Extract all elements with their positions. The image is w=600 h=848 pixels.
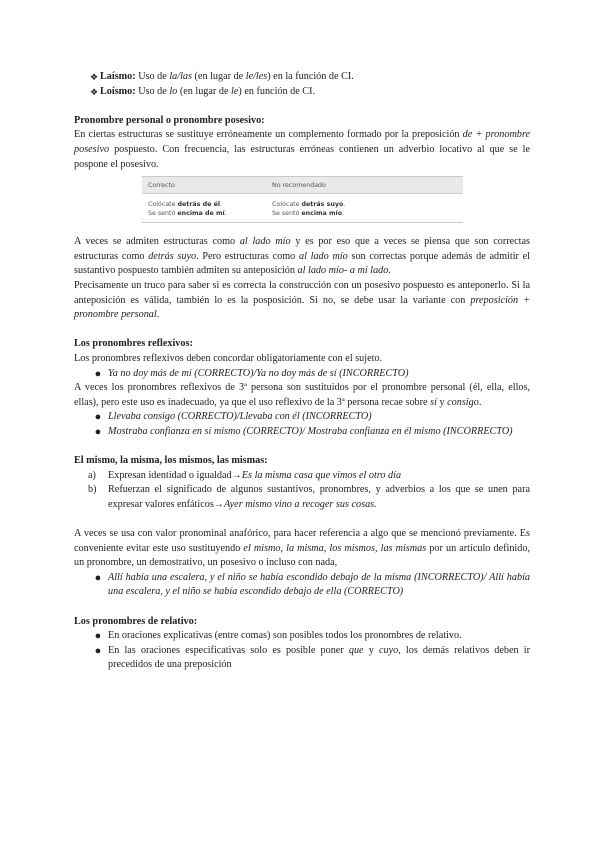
list-marker: a) (88, 469, 96, 481)
bullet-icon: ● (94, 644, 102, 657)
bullet-icon: ● (94, 571, 102, 584)
diamond-bullet-icon: ❖ (89, 72, 99, 82)
table-header (142, 177, 463, 194)
diamond-bullet-icon: ❖ (89, 86, 99, 97)
section-heading-posesivo: Pronombre personal o pronombre posesivo: (74, 114, 265, 126)
paragraph: A veces se admiten estructuras como al lado mío y es por eso que a veces se piensa que son correctas estructuras como detrás suyo. Pero estructuras como al lado mío son correctas porque además de admitir el sustantivo pospuesto también admiten su anteposición al lado mío- a mi lado. (74, 236, 530, 277)
list-item: ● Llevaba consigo (CORRECTO)/Llevaba con él (INCORRECTO) (74, 410, 530, 425)
list-item: ● Allí había una escalera, y el niño se había escondido debajo de la misma (INCORRECTO)/ Allí había una escalera, y el niño se había escondido debajo de ella (CORRECTO) (74, 571, 530, 600)
list-item: a) Expresan identidad o igualdad→Es la misma casa que vimos el otro día (74, 469, 530, 484)
term: Loísmo: (100, 85, 136, 97)
paragraph: A veces se usa con valor pronominal anafórico, para hacer referencia a algo que se mencionó previamente. Es conveniente evitar este uso sustituyendo el mismo, la misma, los mismos, las mismas por un artículo definido, un pronombre, un demostrativo, un posesivo o incluso con nada, (74, 528, 530, 569)
bullet-icon: ● (94, 411, 102, 424)
document-page (74, 70, 530, 673)
column-header-no-recomendado: No recomendado (272, 181, 326, 189)
term: Laísmo: (100, 71, 136, 82)
bullet-icon: ● (94, 425, 102, 438)
section-heading-mismo: El mismo, la misma, los mismos, las mismas: (74, 455, 268, 467)
column-header-correcto: Correcto (148, 181, 175, 189)
table-body (142, 194, 463, 222)
list-item: ● En las oraciones especificativas solo es posible poner que y cuyo, los demás relativos deben ir precedidos de una preposición (74, 644, 530, 673)
list-item: ● En oraciones explicativas (entre comas) son posibles todos los pronombres de relativo. (74, 629, 530, 644)
table-row: Se sentó encima de mí. Se sentó encima mío. (148, 210, 345, 218)
list-item: ● Ya no doy más de mí (CORRECTO)/Ya no doy más de sí (INCORRECTO) (74, 367, 530, 382)
example-table (142, 176, 463, 223)
section-heading-relativo: Los pronombres de relativo: (74, 615, 198, 627)
list-item-laismo: ❖ Laísmo: Uso de la/las (en lugar de le/les) en la función de CI. (74, 70, 530, 85)
section-heading-reflexivos: Los pronombres reflexivos: (74, 338, 193, 350)
list-item: b) Refuerzan el significado de algunos sustantivos, pronombres, y adverbios a los que se unen para expresar valores enfáticos→Ayer mismo vino a recoger sus cosas. (74, 483, 530, 512)
paragraph: Precisamente un truco para saber si es correcta la construcción con un posesivo pospuesto es anteponerlo. Si la anteposición es válida, también lo es la posposición. Si no, se debe usar la variante con preposición + pronombre personal. (74, 279, 530, 321)
list-item: ● Mostraba confianza en sí mismo (CORRECTO)/ Mostraba confianza en él mismo (INCORRECTO) (74, 425, 530, 440)
list-marker: b) (88, 484, 97, 496)
paragraph: En ciertas estructuras se sustituye erróneamente un complemento formado por la preposición de + pronombre posesivo pospuesto. Con frecuencia, las estructuras erróneas contienen un adverbio locativo al que se le pospone el posesivo. (74, 129, 530, 170)
table-row: Colócate detrás de él. Colócate detrás suyo. (148, 201, 346, 209)
paragraph: Los pronombres reflexivos deben concordar obligatoriamente con el sujeto. (74, 352, 383, 364)
list-item-loismo: ❖ Loísmo: Uso de lo (en lugar de le) en función de CI. (74, 85, 530, 100)
bullet-icon: ● (94, 630, 102, 643)
paragraph: A veces los pronombres reflexivos de 3ª persona son sustituidos por el pronombre personal (él, ella, ellos, ellas), pero este uso es inadecuado, ya que el uso reflexivo de la 3ª persona recae sobre sí y consigo. (74, 382, 530, 408)
bullet-icon: ● (94, 367, 102, 380)
